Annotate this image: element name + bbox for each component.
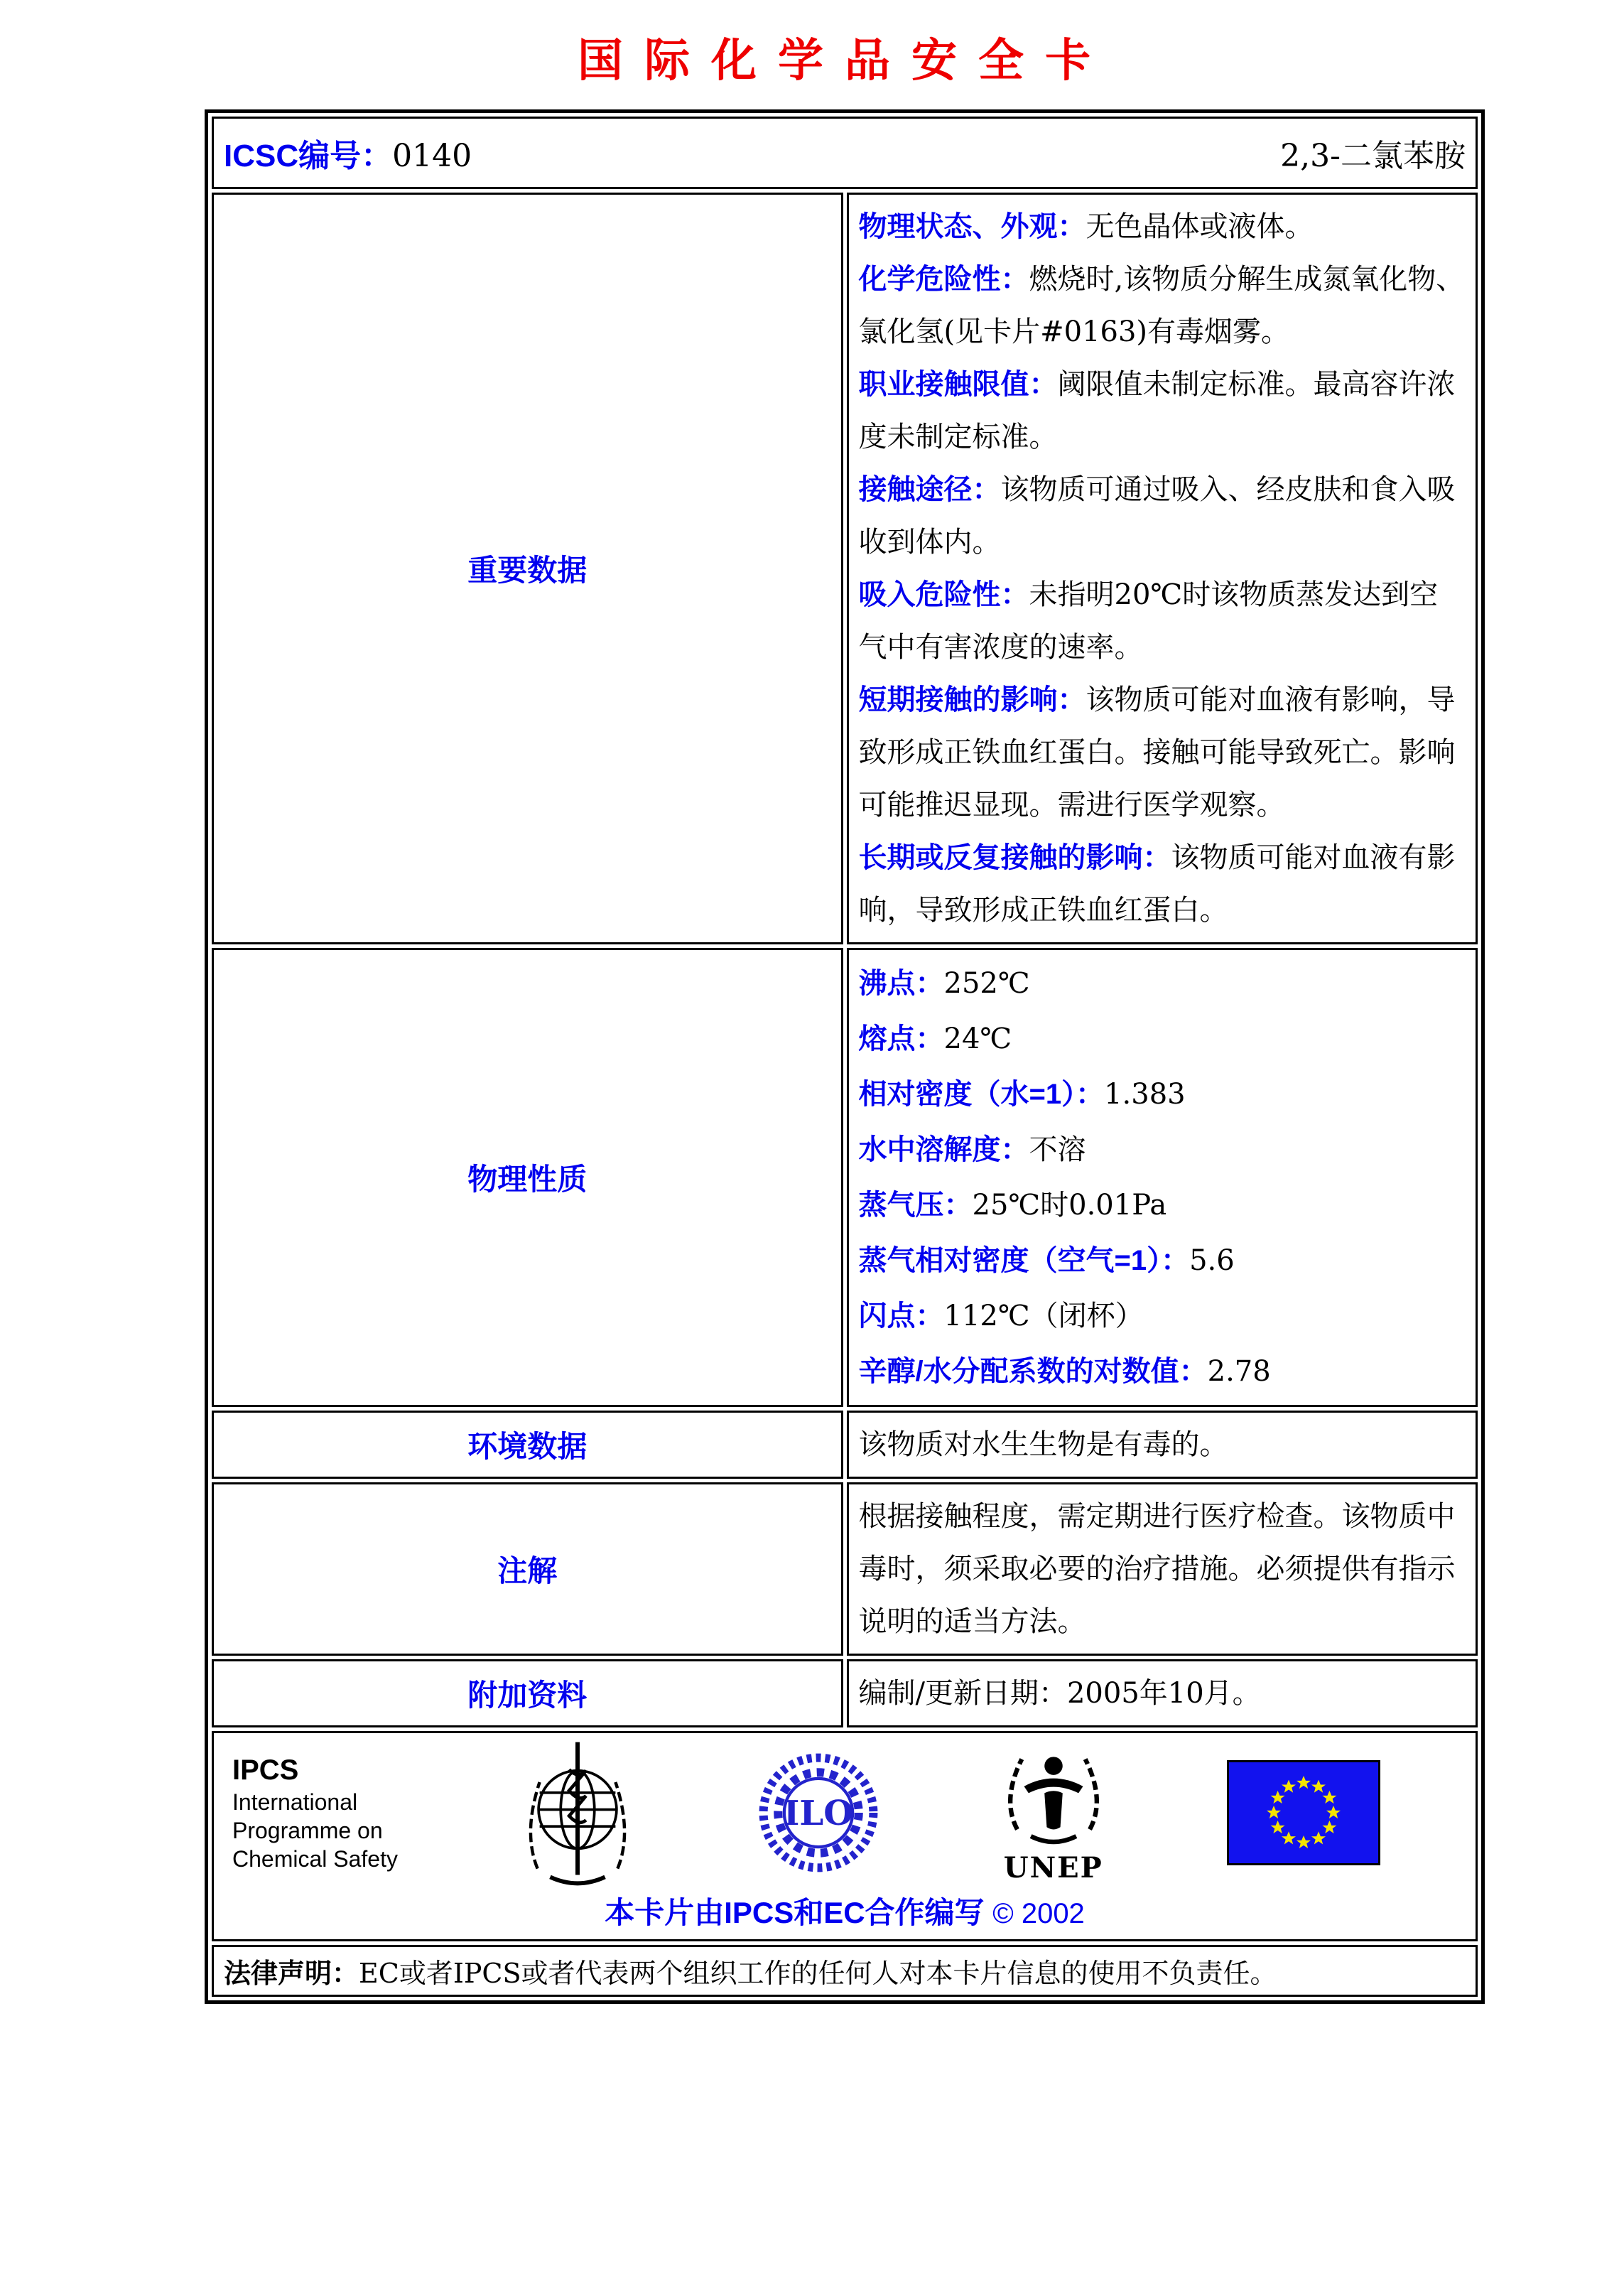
notes-content [847,1482,1478,1656]
environmental-data-row-label: 环境数据 [212,1411,843,1479]
important-data-row [212,193,1478,944]
environmental-data-text: 该物质对水生生物是有毒的。 [858,1428,1228,1461]
data-line [859,200,1466,253]
ipcs-line-2: Programme on [232,1818,383,1843]
icsc-card-page [0,24,1624,2286]
important-data-list [859,200,1466,937]
field-label: 接触途径： [858,474,1001,505]
unep-letters: UNEP [1003,1851,1103,1885]
credit-text: 本卡片由IPCS和EC合作编写 [605,1896,985,1929]
data-line [859,674,1466,831]
additional-info-row [212,1659,1478,1727]
field-value: 2.78 [1207,1355,1271,1388]
update-date-label: 编制/更新日期： [858,1677,1067,1710]
unep-logo-icon [997,1741,1110,1848]
field-label: 辛醇/水分配系数的对数值： [858,1356,1208,1387]
logos-cell [212,1731,1478,1941]
legal-row [212,1945,1478,1997]
ipcs-title: IPCS [232,1754,299,1786]
ilo-letters: ILO [784,1794,854,1834]
field-value: 该物质可能对血液有影响，导致形成正铁血红蛋白。 [858,841,1456,927]
eu-flag-icon [1227,1760,1380,1865]
field-label: 化学危险性： [858,264,1029,295]
data-line [859,253,1466,358]
header-cell [212,117,1478,189]
field-value: 24℃ [943,1023,1012,1055]
notes-row-label: 注解 [212,1482,843,1656]
field-value: 5.6 [1189,1244,1235,1277]
field-label: 闪点： [858,1300,944,1332]
environmental-data-row [212,1411,1478,1479]
field-label: 短期接触的影响： [858,684,1086,716]
field-label: 蒸气压： [858,1190,973,1221]
field-value: 1.383 [1104,1078,1186,1111]
field-value: 该物质可能对血液有影响，导致形成正铁血红蛋白。接触可能导致死亡。影响可能推迟显现。需进行医学观察。 [858,684,1456,821]
field-label: 物理状态、外观： [858,211,1086,242]
ipcs-text-block [232,1752,398,1873]
data-line [859,831,1466,937]
field-value: 该物质可通过吸入、经皮肤和食入吸收到体内。 [858,473,1456,559]
ipcs-line-1: International [232,1789,358,1815]
field-value: 无色晶体或液体。 [1086,210,1314,243]
field-value: 燃烧时,该物质分解生成氮氧化物、氯化氢(见卡片#0163)有毒烟雾。 [858,263,1465,348]
important-data-content [847,193,1478,944]
who-logo-icon [514,1733,641,1892]
physical-properties-list [859,956,1466,1399]
field-value: 阈限值未制定标准。最高容许浓度未制定标准。 [858,368,1456,453]
credit-year: © 2002 [992,1898,1085,1929]
physical-properties-row [212,948,1478,1407]
environmental-data-content [847,1411,1478,1479]
data-line [859,956,1466,1011]
notes-row [212,1482,1478,1656]
icsc-number-group [224,130,472,176]
update-date-value: 2005年10月。 [1066,1677,1261,1710]
icsc-card-table [205,109,1485,2004]
data-line [859,1011,1466,1067]
data-line [859,1122,1466,1177]
logos-row [212,1731,1478,1941]
important-data-row-label: 重要数据 [212,193,843,944]
ilo-logo-icon [757,1752,879,1874]
legal-label: 法律声明： [224,1959,359,1989]
data-line [859,1344,1466,1399]
data-line [859,1177,1466,1233]
field-label: 水中溶解度： [858,1134,1029,1165]
icsc-number-value: 0140 [392,138,472,174]
data-line [859,1067,1466,1122]
icsc-number-label: ICSC编号： [224,139,393,173]
physical-properties-content [847,948,1478,1407]
data-line [859,1233,1466,1288]
legal-cell [212,1945,1478,1997]
data-line [859,1288,1466,1344]
page-title: 国际化学品安全卡 [578,34,1112,87]
field-label: 熔点： [858,1023,944,1055]
field-label: 沸点： [858,968,944,999]
field-value: 252℃ [943,967,1030,1000]
credit-line [231,1889,1458,1932]
legal-text: EC或者IPCS或者代表两个组织工作的任何人对本卡片信息的使用不负责任。 [359,1958,1277,1989]
field-value: 未指明20℃时该物质蒸发达到空气中有害浓度的速率。 [858,578,1439,664]
physical-properties-row-label: 物理性质 [212,948,843,1407]
field-label: 吸入危险性： [858,579,1029,610]
chemical-name: 2,3-二氯苯胺 [1280,138,1466,174]
field-label: 长期或反复接触的影响： [858,842,1171,873]
unep-logo-block [997,1741,1110,1885]
additional-info-row-label: 附加资料 [212,1659,843,1727]
field-label: 蒸气相对密度（空气=1）： [858,1245,1190,1276]
field-value: 不溶 [1029,1133,1086,1166]
data-line [859,358,1466,463]
ipcs-line-3: Chemical Safety [232,1846,398,1872]
header-row [212,117,1478,189]
field-label: 相对密度（水=1）： [858,1079,1105,1110]
data-line [859,568,1466,674]
field-label: 职业接触限值： [858,369,1058,400]
field-value: 112℃（闭杯） [943,1300,1144,1332]
field-value: 25℃时0.01Pa [972,1189,1167,1222]
additional-info-content [847,1659,1478,1727]
data-line [859,463,1466,568]
notes-text: 根据接触程度，需定期进行医疗检查。该物质中毒时，须采取必要的治疗措施。必须提供有指示说明的适当方法。 [858,1500,1456,1638]
